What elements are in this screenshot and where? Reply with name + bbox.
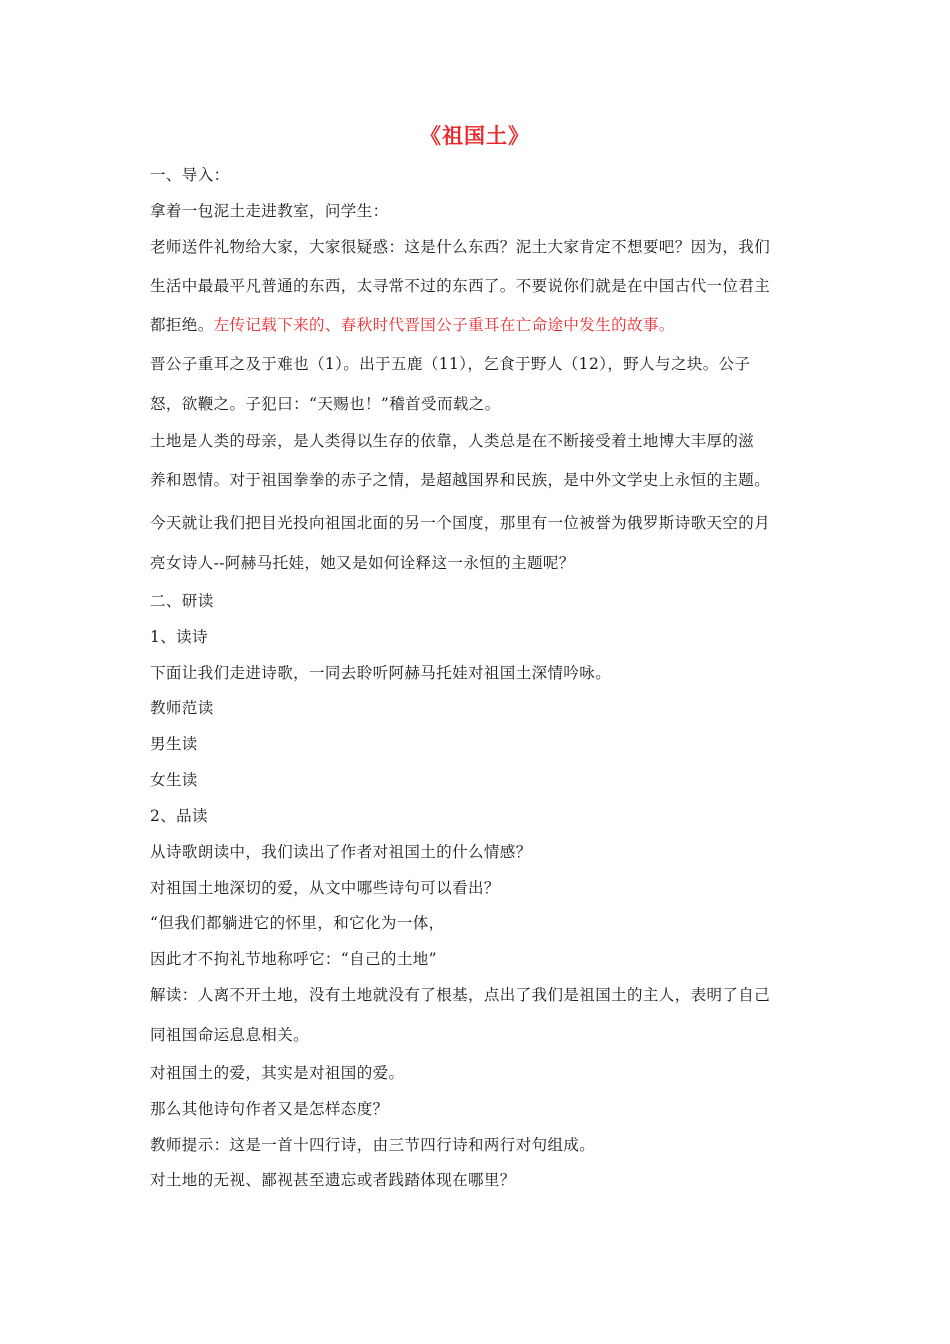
text-line: 对祖国土的爱，其实是对祖国的爱。: [150, 1064, 405, 1082]
text-line: 老师送件礼物给大家，大家很疑惑：这是什么东西？泥土大家肯定不想要吧？因为，我们: [150, 238, 771, 256]
page-title: 《祖国土》: [420, 123, 530, 148]
section-heading: 二、研读: [150, 592, 214, 610]
text-line: 从诗歌朗读中，我们读出了作者对祖国土的什么情感？: [150, 843, 532, 861]
text-line: 男生读: [150, 735, 198, 753]
text-line: 怒，欲鞭之。子犯曰：“天赐也！”稽首受而载之。: [150, 395, 501, 413]
text-line: 今天就让我们把目光投向祖国北面的另一个国度，那里有一位被誉为俄罗斯诗歌天空的月: [150, 514, 771, 532]
text-segment: 都拒绝。: [150, 316, 214, 334]
text-line: 下面让我们走进诗歌，一同去聆听阿赫马托娃对祖国土深情吟咏。: [150, 664, 612, 682]
poem-quote-line: “但我们都躺进它的怀里，和它化为一体，: [150, 914, 445, 932]
text-line: 养和恩情。对于祖国拳拳的赤子之情，是超越国界和民族，是中外文学史上永恒的主题。: [150, 471, 771, 489]
text-line: [150, 314, 675, 336]
text-line: 对祖国土地深切的爱，从文中哪些诗句可以看出？: [150, 879, 500, 897]
text-line: 解读：人离不开土地，没有土地就没有了根基，点出了我们是祖国土的主人，表明了自己: [150, 986, 771, 1004]
poem-quote-line: 因此才不拘礼节地称呼它：“自己的土地”: [150, 950, 437, 968]
text-line: 对土地的无视、鄙视甚至遗忘或者践踏体现在哪里？: [150, 1171, 516, 1189]
text-line: 教师提示：这是一首十四行诗，由三节四行诗和两行对句组成。: [150, 1136, 596, 1154]
text-line: 教师范读: [150, 699, 214, 717]
text-line: 拿着一包泥土走进教室，问学生：: [150, 202, 389, 220]
subsection-heading: 1、读诗: [150, 628, 208, 646]
text-line: 晋公子重耳之及于难也（1）。出于五鹿（11），乞食于野人（12），野人与之块。公子: [150, 355, 751, 373]
subsection-heading: 2、品读: [150, 807, 208, 825]
text-line: 一、导入：: [150, 166, 230, 184]
text-line: 那么其他诗句作者又是怎样态度？: [150, 1100, 389, 1118]
text-line: 女生读: [150, 771, 198, 789]
text-line: 同祖国命运息息相关。: [150, 1026, 310, 1044]
text-line: 亮女诗人--阿赫马托娃，她又是如何诠释这一永恒的主题呢？: [150, 554, 575, 572]
text-line: 生活中最最平凡普通的东西，太寻常不过的东西了。不要说你们就是在中国古代一位君主: [150, 277, 771, 295]
text-line: 土地是人类的母亲，是人类得以生存的依靠，人类总是在不断接受着土地博大丰厚的滋: [150, 432, 755, 450]
highlighted-text: 左传记载下来的、春秋时代晋国公子重耳在亡命途中发生的故事。: [213, 316, 675, 334]
